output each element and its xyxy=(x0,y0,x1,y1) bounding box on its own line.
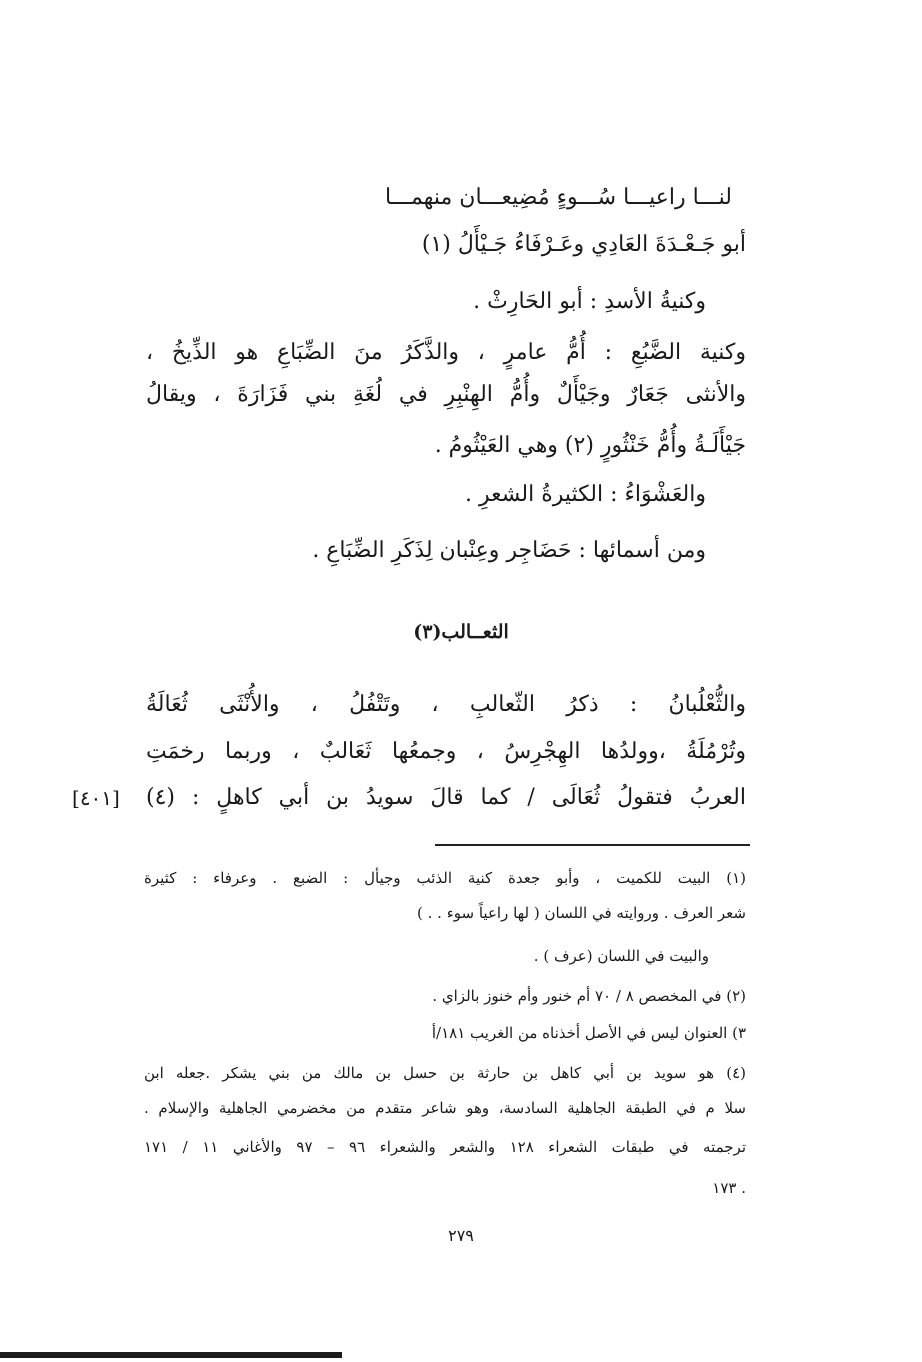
footnote-4-line-2: سلا م في الطبقة الجاهلية السادسة، وهو شاعر متقدم من مخضرمي الجاهلية والإسلام . xyxy=(144,1099,746,1117)
paragraph-lion-kunya: وكنيةُ الأسدِ : أبو الحَارِثْ . xyxy=(473,289,706,314)
verse-line-2: أبو جَـعْـدَةَ العَادِي وعَـرْفَاءُ جَـيْأَلُ (١) xyxy=(421,232,746,257)
paragraph-hyena-names: ومن أسمائها : حَضَاجِر وعِنْبان لِذَكَرِ الضِّبَاعِ . xyxy=(312,538,706,563)
page-number: ٢٧٩ xyxy=(448,1226,474,1245)
footnote-2: (٢) في المخصص ٨ / ٧٠ أم خنور وأم خنوز بالزاي . xyxy=(432,987,746,1005)
footnote-3: ٣) العنوان ليس في الأصل أخذناه من الغريب ١٨١/أ xyxy=(431,1024,746,1042)
paragraph-foxes-line-2: وتُرْمُلَةُ ،وولدُها الهِجْرِسُ ، وجمعُها ثَعَالبٌ ، وربما رخمَتِ xyxy=(146,739,746,764)
paragraph-hyena-line-2: والأنثى جَعَارٌ وجَيْأَلٌ وأُمُّ الهِنْبِرِ في لُغَةِ بني فَزَارَةَ ، ويقالُ xyxy=(146,382,746,407)
scan-edge-bar xyxy=(0,1352,342,1358)
footnote-1-line-3: والبيت في اللسان (عرف ) . xyxy=(533,947,709,965)
footnote-separator xyxy=(435,844,750,846)
paragraph-hyena-line-1: وكنية الضَّبُعِ : أُمُّ عامرٍ ، والذَّكَرُ منَ الضِّبَاعِ هو الذِّيخُ ، xyxy=(146,340,746,365)
footnote-1-line-2: شعر العرف . وروايته في اللسان ( لها راعياً سوء . . ) xyxy=(417,904,746,922)
footnote-4-line-4: . ١٧٣ xyxy=(712,1179,746,1197)
paragraph-hyena-line-3: جَيْأَلَـةُ وأُمُّ خَنْثُورٍ (٢) وهي العَيْثُومُ . xyxy=(434,433,746,458)
verse-line-1: لنـــا راعيـــا سُـــوءٍ مُضِيعـــان منهمـــا xyxy=(384,185,732,210)
paragraph-ashwa: والعَشْوَاءُ : الكثيرةُ الشعرِ . xyxy=(465,482,706,507)
manuscript-folio-reference: [٤٠١] xyxy=(72,786,120,810)
footnote-4-line-3: ترجمته في طبقات الشعراء ١٢٨ والشعر والشعراء ٩٦ – ٩٧ والأغاني ١١ / ١٧١ xyxy=(144,1138,747,1156)
paragraph-foxes-line-3: العربُ فتقولُ ثُعَالَى / كما قالَ سويدُ بن أبي كاهلٍ : (٤) xyxy=(146,785,746,810)
paragraph-foxes-line-1: والثُّعْلُبانُ : ذكرُ الثّعالبِ ، وتَتْفُلُ ، والأُنْثَى ثُعَالَةُ xyxy=(146,692,746,717)
footnote-4-line-1: (٤) هو سويد بن أبي كاهل بن حارثة بن حسل بن مالك من بني يشكر .جعله ابن xyxy=(144,1064,746,1082)
section-heading-foxes: الثعــالب(٣) xyxy=(413,621,509,643)
footnote-1-line-1: (١) البيت للكميت ، وأبو جعدة كنية الذئب وجيأل : الضبع . وعرفاء : كثيرة xyxy=(144,869,746,887)
